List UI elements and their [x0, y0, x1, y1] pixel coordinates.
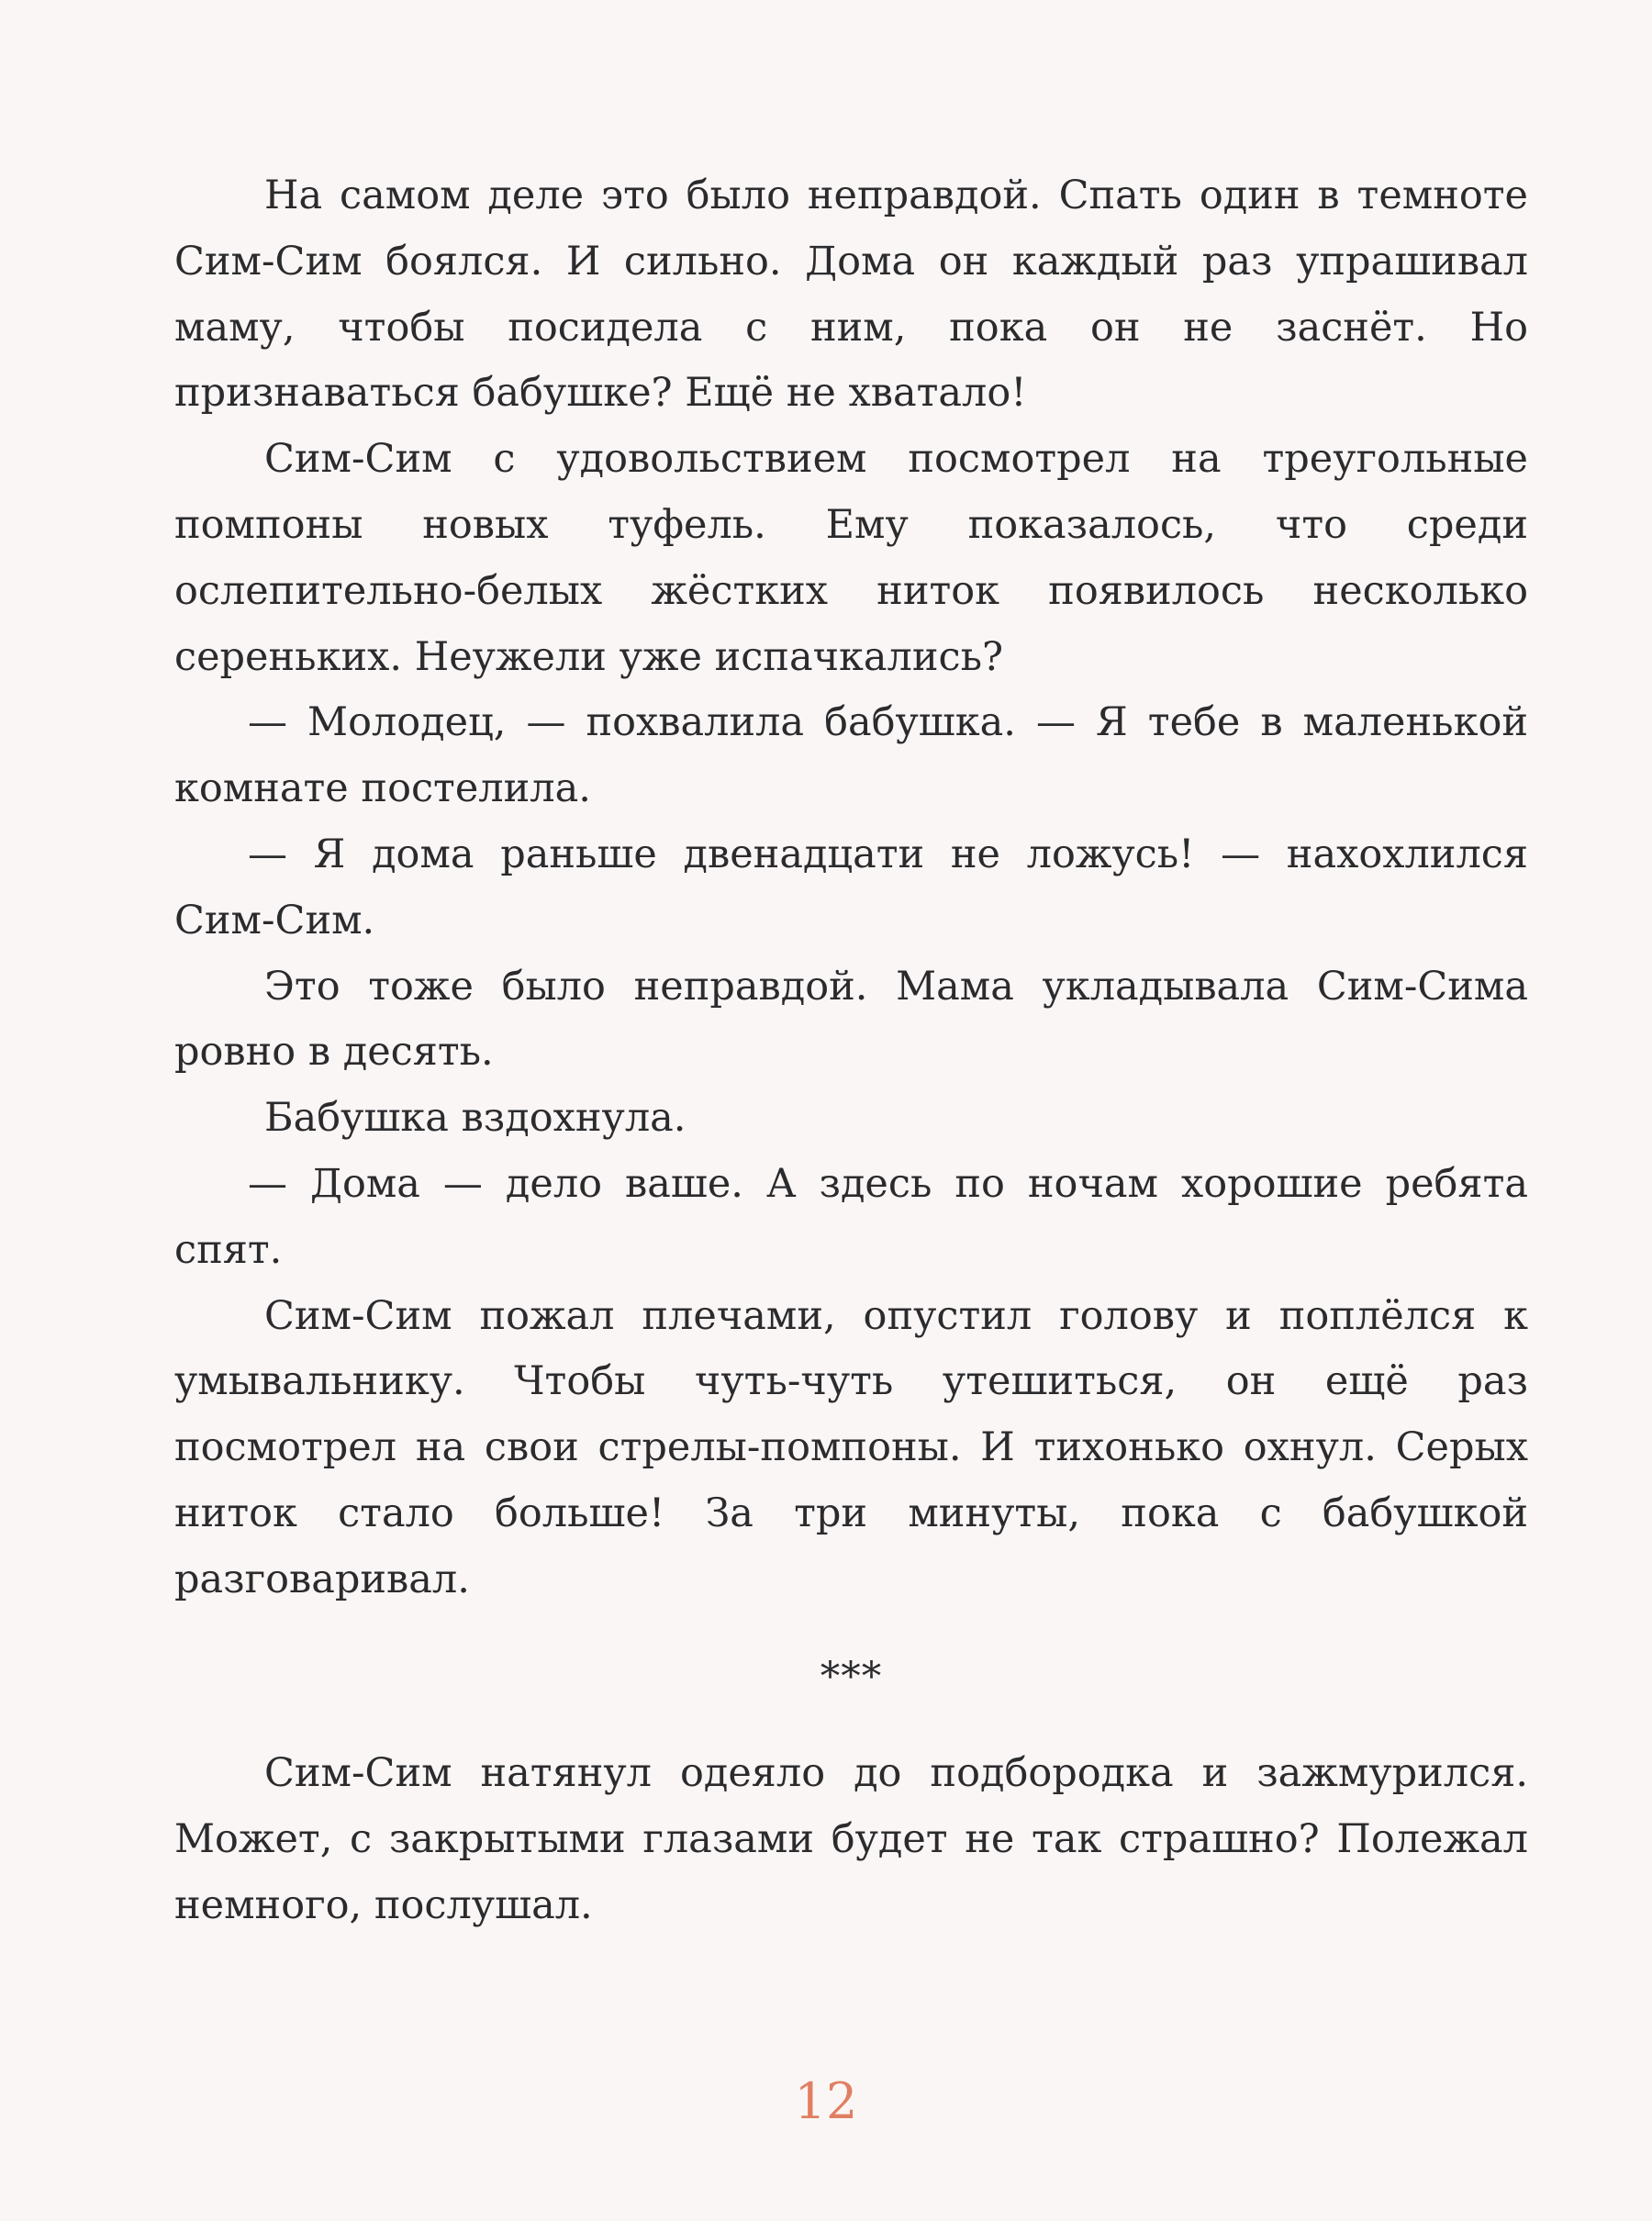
- paragraph: На самом деле это было неправдой. Спать один в темноте Сим-Сим боялся. И сильно. Дома он каждый раз упрашивал маму, чтобы посидела с ним, пока он не заснёт. Но признаваться бабушке? Ещё не хватало!: [174, 173, 1528, 417]
- page-number: 12: [794, 2072, 858, 2130]
- paragraph: Бабушка вздохнула.: [264, 1095, 686, 1142]
- paragraph: Это тоже было неправдой. Мама укладывала Сим-Сима ровно в десять.: [174, 963, 1528, 1076]
- book-page-text: [174, 163, 1528, 1939]
- paragraph: Сим-Сим с удовольствием посмотрел на треугольные помпоны новых туфель. Ему показалось, что среди ослепительно-белых жёстких ниток появилось несколько сереньких. Неужели уже испачкались?: [174, 436, 1528, 680]
- paragraph: Сим-Сим пожал плечами, опустил голову и поплёлся к умывальнику. Чтобы чуть-чуть утешиться, он ещё раз посмотрел на свои стрелы-помпоны. И тихонько охнул. Серых ниток стало больше! За три минуты, пока с бабушкой разговаривал.: [174, 1292, 1528, 1602]
- dialogue-line: — Я дома раньше двенадцати не ложусь! — нахохлился Сим-Сим.: [174, 831, 1528, 943]
- section-break: ***: [820, 1653, 883, 1700]
- paragraph: Сим-Сим натянул одеяло до подбородка и зажмурился. Может, с закрытыми глазами будет не так страшно? Полежал немного, послушал.: [174, 1750, 1528, 1928]
- dialogue-line: — Молодец, — похвалила бабушка. — Я тебе в маленькой комнате постелила.: [174, 699, 1528, 812]
- dialogue-line: — Дома — дело ваше. А здесь по ночам хорошие ребята спят.: [174, 1160, 1528, 1273]
